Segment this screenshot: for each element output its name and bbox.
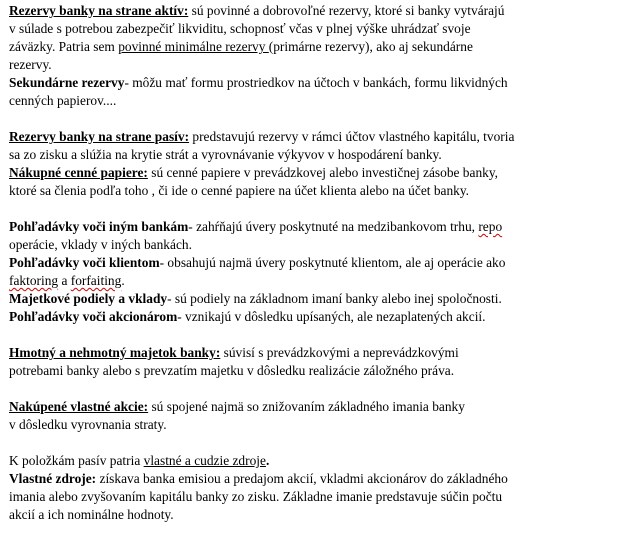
p9-heading: Hmotný a nehmotný majetok banky: [9, 345, 221, 360]
p7-term: Majetkové podiely a vklady [9, 291, 168, 306]
p3-line-2: sa zo zisku a slúžia na krytie strát a vyrovnávanie výkyvov v hospodárení banky. [9, 147, 442, 162]
p6-term: Pohľadávky voči klientom [9, 255, 160, 270]
p8-line-1-text: - vznikajú v dôsledku upísaných, ale nezaplatených akcií. [177, 309, 486, 324]
p9-line-1-text: súvisí s prevádzkovými a neprevádzkovými [220, 345, 459, 360]
p6-line-2-mid: a [58, 273, 71, 288]
p10-heading: Nakúpené vlastné akcie: [9, 399, 149, 414]
p2-line-1-text: - môžu mať formu prostriedkov na účtoch v bankách, formu likvidných [124, 75, 508, 90]
p4-heading: Nákupné cenné papiere: [9, 165, 148, 180]
povinne-rezervy-link: povinné minimálne rezervy [118, 39, 269, 54]
p2-line-2: cenných papierov.... [9, 93, 117, 108]
p12-line-1-text: získava banka emisiou a predajom akcií, vkladmi akcionárov do základného [96, 471, 508, 486]
p7-line-1-text: - sú podiely na základnom imaní banky alebo inej spoločnosti. [167, 291, 502, 306]
p7-line-1 [9, 290, 502, 308]
vlastne-cudzie-zdroje-link: vlastné a cudzie zdroje [143, 453, 266, 468]
p10-line-1 [9, 398, 465, 416]
p1-heading: Rezervy banky na strane aktív: [9, 3, 189, 18]
p3-heading: Rezervy banky na strane pasív: [9, 129, 190, 144]
p1-line-3 [9, 38, 473, 56]
p4-line-2: ktoré sa členia podľa toho , či ide o cenné papiere na účet klienta alebo na účet banky. [9, 183, 470, 198]
p1-line-2: v súlade s potrebou zabezpečiť likviditu, schopnosť včas v plnej výške uhrádzať svoje [9, 21, 471, 36]
p2-line-1 [9, 74, 508, 92]
p4-line-1 [9, 164, 498, 182]
p2-term: Sekundárne rezervy [9, 75, 125, 90]
p5-line-1 [9, 218, 502, 236]
p3-line-1 [9, 128, 514, 146]
p6-line-2-end: . [121, 273, 125, 288]
p12-term: Vlastné zdroje: [9, 471, 97, 486]
p1-line-3-post: (primárne rezervy), ako aj sekundárne [268, 39, 473, 54]
p5-line-2: operácie, vklady v iných bankách. [9, 237, 192, 252]
p9-line-1 [9, 344, 459, 362]
p1-line-1 [9, 2, 504, 20]
forfaiting-spellcheck-word: forfaiting [70, 273, 122, 288]
p12-line-2: imania alebo zvyšovaním kapitálu banky zo zisku. Základne imanie predstavuje súčin počtu [9, 489, 503, 504]
faktoring-spellcheck-word: faktoring [9, 273, 59, 288]
p4-line-1-text: sú cenné papiere v prevádzkovej alebo investičnej zásobe banky, [147, 165, 499, 180]
p8-line-1 [9, 308, 485, 326]
p12-line-3: akcií a ich nominálne hodnoty. [9, 507, 174, 522]
p6-line-1 [9, 254, 505, 272]
p10-line-1-text: sú spojené najmä so znižovaním základného imania banky [148, 399, 465, 414]
repo-spellcheck-word: repo [478, 219, 503, 234]
p1-line-1-text: sú povinné a dobrovoľné rezervy, ktoré si banky vytvárajú [188, 3, 505, 18]
p1-line-4: rezervy. [9, 57, 52, 72]
p10-line-2: v dôsledku vyrovnania straty. [9, 417, 167, 432]
p11-line-1 [9, 452, 269, 470]
p3-line-1-text: predstavujú rezervy v rámci účtov vlastného kapitálu, tvoria [189, 129, 515, 144]
p11-line-1-dot: . [265, 453, 270, 468]
p9-line-2: potrebami banky alebo s prevzatím majetku v dôsledku realizácie záložného práva. [9, 363, 455, 378]
p5-term: Pohľadávky voči iným bankám [9, 219, 189, 234]
p6-line-1-text: - obsahujú najmä úvery poskytnuté klientom, ale aj operácie ako [159, 255, 506, 270]
p8-term: Pohľadávky voči akcionárom [9, 309, 178, 324]
p5-line-1-text: - zahŕňajú úvery poskytnuté na medzibankovom trhu, [188, 219, 479, 234]
p11-line-1-pre: K položkám pasív patria [9, 453, 144, 468]
p1-line-3-pre: záväzky. Patria sem [9, 39, 119, 54]
p12-line-1 [9, 470, 508, 488]
p6-line-2 [9, 272, 125, 290]
